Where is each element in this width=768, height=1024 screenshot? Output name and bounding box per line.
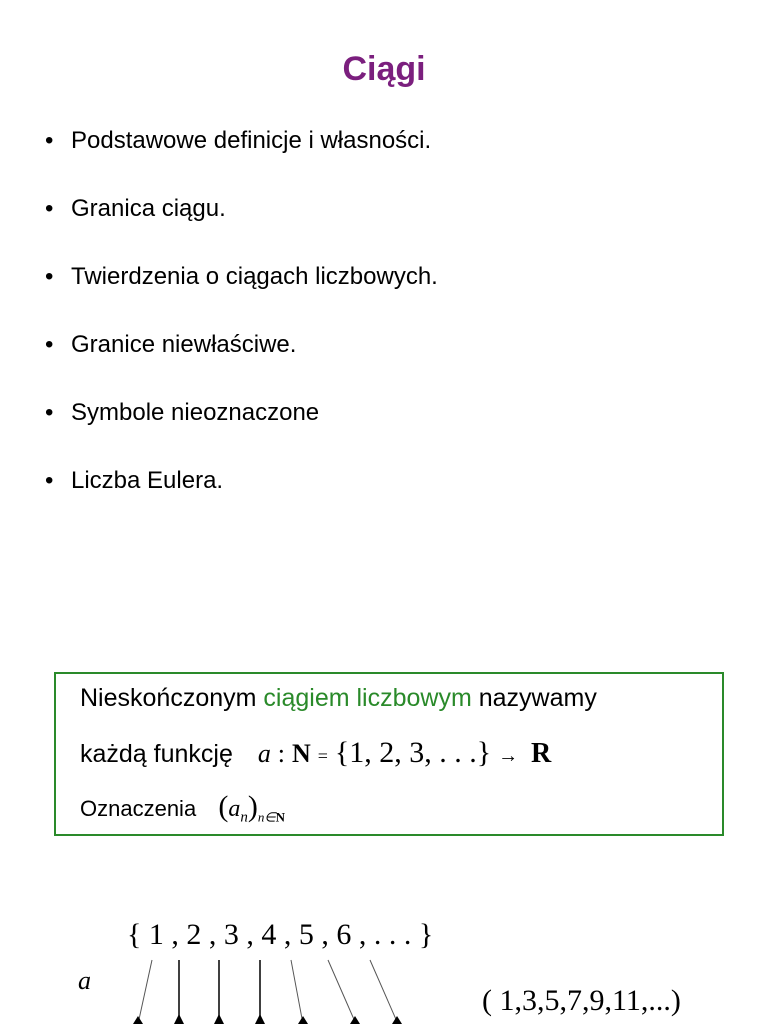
notation-subscript-n: n <box>240 809 248 826</box>
notation-paren-open: ( <box>218 790 229 823</box>
arrow-line <box>138 960 152 1024</box>
notation-index-text: n∈ <box>257 809 276 825</box>
definition-suffix: nazywamy <box>478 684 597 712</box>
definition-highlight: ciągiem liczbowym <box>263 684 472 712</box>
math-colon: : <box>277 739 286 768</box>
arrow-head <box>392 1016 402 1024</box>
arrow-head <box>298 1016 308 1024</box>
list-item-text: Symbole nieoznaczone <box>71 399 320 426</box>
math-arrow: → <box>498 745 519 767</box>
arrow-head <box>214 1014 224 1024</box>
sequence-values: ( 1,3,5,7,9,11,...) <box>482 984 681 1017</box>
bullet-icon: • <box>45 399 54 426</box>
mapping-label: a <box>78 966 91 995</box>
definition-function-text: każdą funkcję <box>80 740 233 768</box>
arrow-head <box>350 1016 360 1024</box>
arrow-head <box>174 1014 184 1024</box>
arrow-head <box>255 1014 265 1024</box>
list-item-text: Granica ciągu. <box>71 195 226 222</box>
definition-prefix: Nieskończonym <box>80 684 257 712</box>
notation-label: Oznaczenia <box>80 796 197 821</box>
math-domain-set: {1, 2, 3, . . .} <box>334 736 492 769</box>
math-equals: = <box>317 746 328 766</box>
arrow-line <box>328 960 356 1024</box>
notation-paren-close: ) <box>247 790 258 823</box>
bullet-icon: • <box>45 331 54 358</box>
list-item-text: Podstawowe definicje i własności. <box>71 127 432 154</box>
math-symbol-a: a <box>257 739 271 768</box>
list-item-text: Liczba Eulera. <box>71 467 224 494</box>
bullet-icon: • <box>45 467 54 494</box>
bullet-icon: • <box>45 263 54 290</box>
list-item-text: Twierdzenia o ciągach liczbowych. <box>71 263 438 290</box>
list-item-text: Granice niewłaściwe. <box>71 331 297 358</box>
notation-index-N: N <box>275 809 286 825</box>
bullet-icon: • <box>45 195 54 222</box>
notation-a: a <box>228 796 241 822</box>
math-reals: R <box>531 738 552 769</box>
arrow-line <box>370 960 398 1024</box>
bullet-icon: • <box>45 127 54 154</box>
domain-set: { 1 , 2 , 3 , 4 , 5 , 6 , . . . } <box>127 918 434 951</box>
arrow-head <box>133 1016 143 1024</box>
slide-title: Ciągi <box>342 50 426 88</box>
arrow-line <box>291 960 303 1024</box>
math-naturals: N <box>291 739 311 768</box>
